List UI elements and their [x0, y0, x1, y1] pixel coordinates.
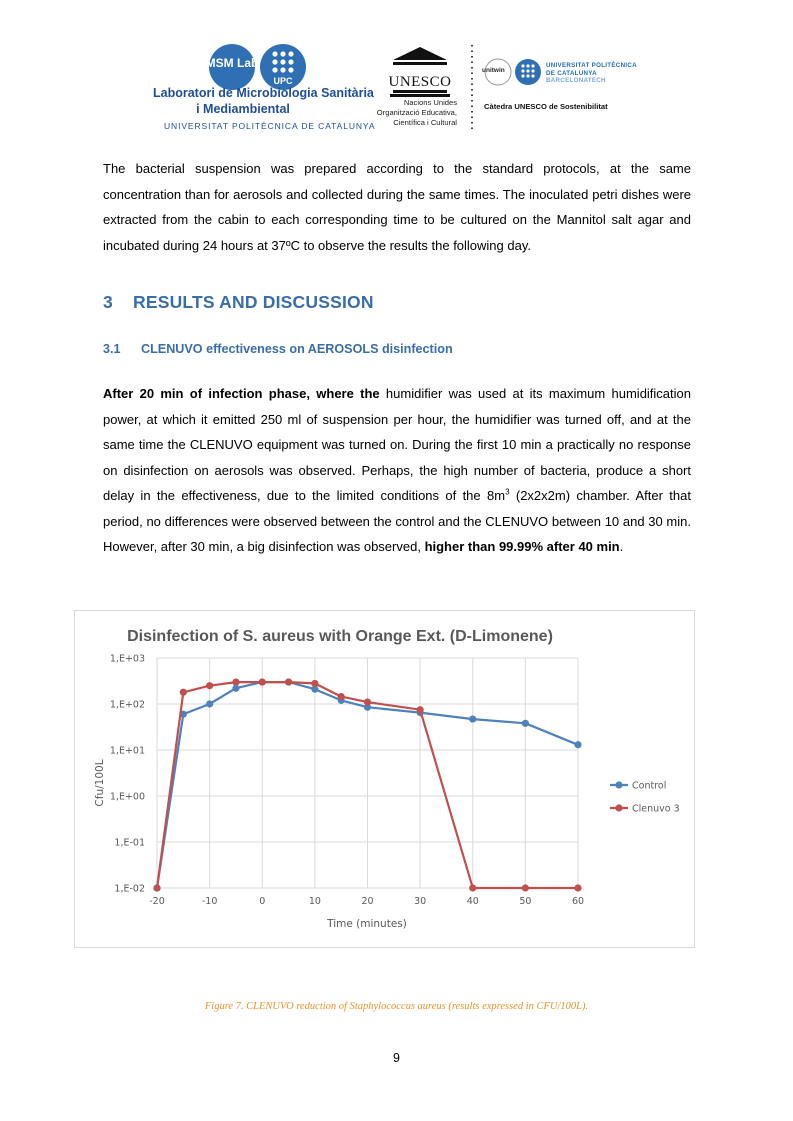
disinfection-chart: [75, 611, 694, 947]
upc-bt-line1: UNIVERSITAT POLITÈCNICA: [546, 62, 637, 69]
section-number: 3: [103, 292, 113, 312]
legend-label: Clenuvo 3: [632, 803, 680, 815]
paragraph-results: [103, 381, 691, 560]
x-tick-label: 20: [361, 896, 374, 907]
legend-marker: [615, 781, 622, 788]
data-point: [469, 884, 476, 891]
data-point: [232, 685, 239, 692]
unesco-sub-line3: Científica i Cultural: [393, 118, 457, 127]
x-tick-label: 40: [466, 896, 479, 907]
data-point: [232, 678, 239, 685]
data-point: [417, 706, 424, 713]
data-point: [522, 884, 529, 891]
y-tick-label: 1,E+03: [109, 653, 145, 665]
x-tick-label: 10: [308, 896, 321, 907]
page-number: 9: [393, 1051, 400, 1065]
unesco-logo: [388, 47, 451, 97]
x-tick-label: 50: [519, 896, 532, 907]
upc-bt-line3: BARCELONATECH: [546, 77, 606, 84]
upc-logo-text: UPC: [273, 76, 293, 86]
x-tick-label: 30: [414, 896, 427, 907]
catedra-unesco-text: Càtedra UNESCO de Sostenibilitat: [484, 102, 608, 111]
y-axis-label: Cfu/100L: [94, 759, 106, 807]
chart-gridlines: [157, 658, 578, 888]
lab-name-line2: i Mediambiental: [196, 102, 290, 116]
data-point: [311, 680, 318, 687]
y-tick-label: 1,E+00: [109, 791, 145, 803]
data-point: [180, 689, 187, 696]
para2-superscript: 3: [505, 487, 510, 497]
chart-legend: [610, 781, 680, 815]
section-heading: [103, 292, 374, 313]
data-point: [574, 884, 581, 891]
data-point: [285, 678, 292, 685]
para2-bold-end: higher than 99.99% after 40 min: [424, 539, 620, 554]
subsection-title: CLENUVO effectiveness on AEROSOLS disinfection: [141, 342, 453, 356]
x-tick-label: -10: [201, 896, 218, 907]
para2-end: .: [619, 539, 624, 554]
data-point: [206, 682, 213, 689]
lab-university: UNIVERSITAT POLITÈCNICA DE CATALUNYA: [164, 121, 376, 131]
paragraph-1-text: The bacterial suspension was prepared according to the standard protocols, at the same concentration than for aerosols and collected during the same times. The inoculated petri dishes were extracted from the cabin to each corresponding time to be cultured on the Mannitol salt agar and incubated during 24 hours at 37ºC to observe the results the following day.: [103, 161, 691, 253]
para2-bold-start: After 20 min of infection phase, where the: [103, 386, 380, 401]
chart-frame: [74, 610, 695, 948]
upc-small-logo: [515, 59, 541, 85]
data-point: [364, 698, 371, 705]
para2-part1: humidifier was used at its maximum humidification power, at which it emitted 250 ml of suspension per hour, the humidifier was turned off, and at the same time the CLENUVO equipment was turned on. During the first 10 min a practically no response on disinfection on aerosols was observed. Perhaps, the high number of bacteria, produce a short delay in the effectiveness, due to the limited conditions of the 8m: [103, 386, 691, 503]
x-tick-label: -20: [149, 896, 165, 907]
subsection-number: 3.1: [103, 342, 121, 356]
msm-logo-text: MSM Lab: [205, 56, 259, 70]
legend-label: Control: [632, 780, 667, 792]
data-point: [206, 700, 213, 707]
x-axis-label: Time (minutes): [327, 918, 407, 930]
y-tick-label: 1,E-02: [114, 883, 145, 895]
unitwin-text: unitwin: [482, 67, 505, 74]
data-point: [469, 715, 476, 722]
para2-part2: (2x2x2m) chamber. After that period, no differences were observed between the control and the CLENUVO between 10 and 30 min. However, after 30 min, a big disinfection was observed,: [103, 488, 691, 554]
data-point: [259, 678, 266, 685]
unesco-sub-line2: Organització Educativa,: [376, 108, 457, 117]
data-point: [338, 693, 345, 700]
chart-title: Disinfection of S. aureus with Orange Ext. (D-Limonene): [127, 628, 553, 645]
msm-lab-logo: [206, 44, 259, 90]
data-point: [574, 741, 581, 748]
section-title: RESULTS AND DISCUSSION: [133, 292, 374, 312]
y-tick-label: 1,E+01: [109, 745, 145, 757]
x-tick-label: 60: [571, 896, 585, 907]
unesco-subtitle: [362, 98, 457, 128]
lab-name-line1: Laboratori de Microbiologia Sanitària: [153, 86, 374, 100]
unesco-sub-line1: Nacions Unides: [403, 98, 457, 107]
unesco-logo-text: UNESCO: [388, 74, 452, 90]
y-tick-label: 1,E-01: [114, 837, 145, 849]
y-tick-label: 1,E+02: [109, 699, 145, 711]
upc-barcelonatech-text: [546, 62, 637, 85]
legend-marker: [615, 804, 622, 811]
x-tick-label: 0: [259, 896, 266, 907]
data-point: [522, 720, 529, 727]
upc-logo: [260, 44, 306, 90]
paragraph-bacterial-suspension: [103, 156, 691, 258]
figure-caption: Figure 7. CLENUVO reduction of Staphylococcus aureus (results expressed in CFU/100L).: [204, 1001, 589, 1012]
subsection-heading: [103, 342, 453, 356]
upc-bt-line2: DE CATALUNYA: [546, 69, 597, 77]
data-point: [153, 884, 160, 891]
